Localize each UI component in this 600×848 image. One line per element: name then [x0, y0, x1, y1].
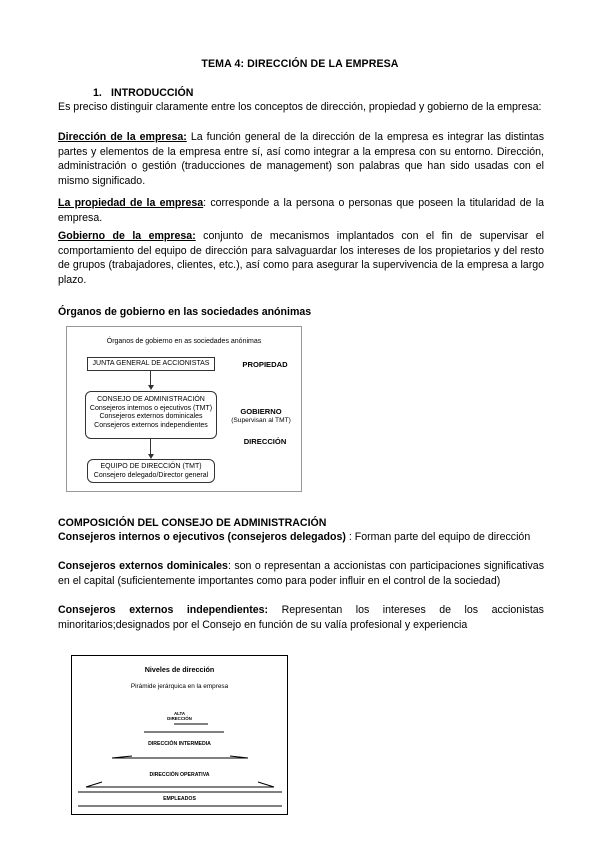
- organos-heading: Órganos de gobierno en las sociedades anónimas: [58, 306, 312, 318]
- equipo-box: [87, 459, 215, 483]
- consejeros-internos-paragraph: [58, 530, 544, 545]
- section-heading-text: INTRODUCCIÓN: [111, 87, 194, 99]
- direccion-label: DIRECCIÓN: [243, 437, 287, 446]
- niveles-subtitle: Pirámide jerárquica en la empresa: [130, 683, 229, 690]
- propiedad-paragraph: [58, 196, 544, 225]
- arrow-line-2: [150, 439, 151, 455]
- alta-direccion-label: [72, 711, 287, 721]
- section-number: 1.: [93, 87, 102, 99]
- organos-diagram: [66, 326, 302, 492]
- gobierno-sublabel: (Supervisan al TMT): [231, 417, 291, 424]
- equipo-line-2: Consejero delegado/Director general: [93, 471, 209, 479]
- junta-box: [87, 357, 215, 371]
- propiedad-label: PROPIEDAD: [242, 360, 288, 369]
- niveles-diagram: [71, 655, 288, 815]
- section-heading-introduccion: [93, 86, 193, 101]
- gobierno-text: conjunto de mecanismos implantados con el fin de supervisar el comportamiento del equipo de dirección para salvaguardar los intereses de los propietarios y del resto de grupos (trabajadores, clientes, etc.), así como para asegurar la supervivencia de la empresa a largo plazo.: [58, 230, 545, 286]
- propiedad-term: La propiedad de la empresa: [58, 197, 204, 209]
- direccion-term: Dirección de la empresa:: [58, 131, 187, 143]
- gobierno-label: [219, 407, 303, 425]
- empleados-label: EMPLEADOS: [163, 796, 196, 802]
- equipo-line-1: EQUIPO DE DIRECCIÓN (TMT): [100, 463, 202, 470]
- direccion-text: La función general de la dirección de la empresa es integrar las distintas partes y elementos de la empresa entre sí, así como integrar a la empresa con su entorno. Dirección, administración o gestión (traducciones de management) son palabras que han sido usadas con el mismo significado.: [58, 131, 544, 187]
- consejeros-dominicales-paragraph: [58, 559, 544, 588]
- consejeros-independientes-term: Consejeros externos independientes:: [58, 604, 269, 616]
- consejo-line-2: Consejeros internos o ejecutivos (TMT): [89, 404, 213, 412]
- consejeros-independientes-paragraph: [58, 603, 544, 632]
- direccion-paragraph: [58, 130, 544, 188]
- gobierno-term: Gobierno de la empresa:: [58, 230, 196, 242]
- arrow-line-1: [150, 371, 151, 386]
- consejeros-internos-term: Consejeros internos o ejecutivos (consejeros delegados): [58, 531, 346, 543]
- alta-line-1: ALTA: [173, 711, 186, 716]
- junta-text: JUNTA GENERAL DE ACCIONISTAS: [92, 360, 210, 367]
- consejeros-internos-text: : Forman parte del equipo de dirección: [345, 531, 531, 543]
- pyramid-line-low: [86, 782, 274, 787]
- gobierno-label-text: GOBIERNO: [240, 407, 282, 416]
- document-title: TEMA 4: DIRECCIÓN DE LA EMPRESA: [201, 58, 399, 70]
- direccion-intermedia-label: DIRECCIÓN INTERMEDIA: [148, 741, 211, 747]
- pyramid-line-mid: [112, 756, 248, 758]
- consejeros-independientes-text: Representan los intereses de los accionistas minoritarios;designados por el Consejo en función de su valía profesional y experiencia: [58, 604, 544, 631]
- arrow-down-icon: [148, 385, 154, 390]
- niveles-title: Niveles de dirección: [144, 665, 215, 674]
- intro-paragraph: Es preciso distinguir claramente entre los conceptos de dirección, propiedad y gobierno de la empresa:: [58, 101, 542, 113]
- consejo-line-3: Consejeros externos dominicales: [99, 413, 203, 421]
- alta-line-2: DIRECCIÓN: [167, 716, 192, 721]
- organos-diagram-title: Órganos de gobierno en as sociedades anónimas: [106, 338, 262, 345]
- consejo-line-4: Consejeros externos independientes: [94, 421, 208, 429]
- consejo-box: [85, 391, 217, 439]
- gobierno-paragraph: [58, 229, 544, 287]
- consejo-line-1: CONSEJO DE ADMINISTRACIÓN: [97, 396, 205, 403]
- propiedad-text: : corresponde a la persona o personas que poseen la titularidad de la empresa.: [58, 197, 544, 224]
- direccion-operativa-label: DIRECCIÓN OPERATIVA: [149, 772, 210, 778]
- consejeros-dominicales-text: : son o representan a accionistas con participaciones significativas en el capital (suficientemente importantes como para poder influir en el control de la sociedad): [58, 560, 544, 587]
- composicion-heading: COMPOSICIÓN DEL CONSEJO DE ADMINISTRACIÓN: [58, 517, 327, 529]
- consejeros-dominicales-term: Consejeros externos dominicales: [58, 560, 228, 572]
